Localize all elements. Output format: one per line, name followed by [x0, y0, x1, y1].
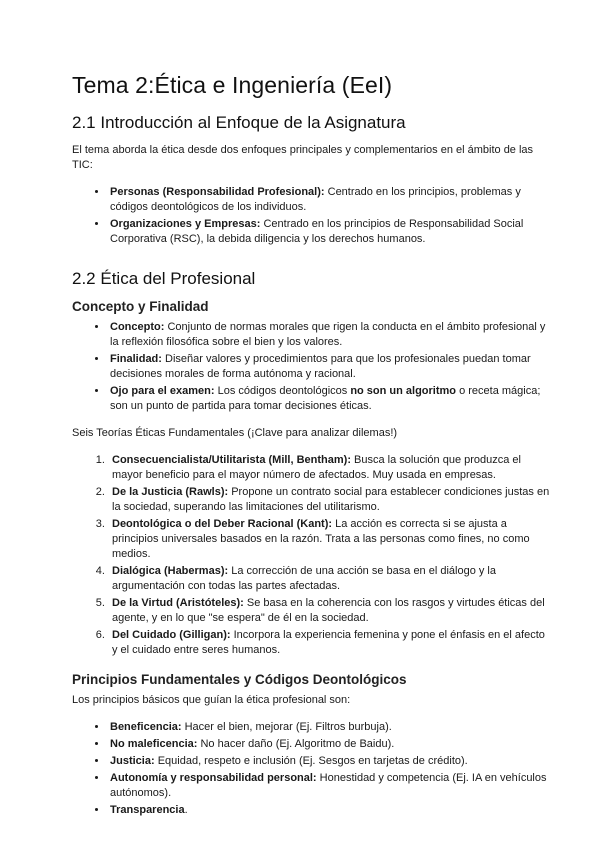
principle-item [108, 803, 550, 818]
concepto-list [72, 320, 550, 414]
principle-item [108, 771, 550, 801]
principle-name: Transparencia [110, 804, 185, 816]
principle-text: Hacer el bien, mejorar (Ej. Filtros burbuja). [181, 721, 392, 733]
theory-item [108, 517, 550, 562]
emphasis-text: no son un algoritmo [350, 385, 457, 397]
theory-text: Incorpora la experiencia femenina y pone el énfasis en el afecto y el cuidado entre seres humanos. [112, 629, 545, 656]
theory-item [108, 485, 550, 515]
list-item-text: Conjunto de normas morales que rigen la conducta en el ámbito profesional y la reflexión filosófica sobre el bien y los valores. [110, 321, 546, 348]
theory-name: Consecuencialista/Utilitarista (Mill, Bentham): [112, 454, 351, 466]
list-item-term: Finalidad: [110, 353, 162, 365]
theory-item [108, 564, 550, 594]
theory-text: Propone un contrato social para establecer condiciones justas en la sociedad, superando las limitaciones del utilitarismo. [112, 486, 550, 513]
list-item-term: Ojo para el examen: [110, 385, 215, 397]
principle-name: Beneficencia: [110, 721, 182, 733]
section-2-2-heading: 2.2 Ética del Profesional [72, 269, 256, 288]
section-2-1-heading: 2.1 Introducción al Enfoque de la Asignatura [72, 113, 406, 132]
theory-text: Se basa en la coherencia con los rasgos y virtudes éticas del agente, y en lo que "se espera" de él en la sociedad. [112, 597, 545, 624]
concepto-finalidad-heading: Concepto y Finalidad [72, 299, 209, 314]
principle-text: Honestidad y competencia (Ej. IA en vehículos autónomos). [110, 772, 547, 799]
list-item [108, 217, 550, 247]
principle-item [108, 754, 550, 769]
list-item [108, 320, 550, 350]
principle-name: No maleficencia: [110, 738, 198, 750]
principle-item [108, 720, 550, 735]
theories-list [72, 453, 550, 658]
section-2-1-list [72, 185, 550, 247]
list-item-term: Organizaciones y Empresas: [110, 218, 261, 230]
theory-name: De la Justicia (Rawls): [112, 486, 229, 498]
principios-heading: Principios Fundamentales y Códigos Deontológicos [72, 672, 407, 687]
theory-item [108, 453, 550, 483]
list-item [108, 185, 550, 215]
theory-item [108, 628, 550, 658]
theory-item [108, 596, 550, 626]
theory-text: La corrección de una acción se basa en el diálogo y la argumentación con todas las partes afectadas. [112, 565, 496, 592]
principle-item [108, 737, 550, 752]
document-title: Tema 2:Ética e Ingeniería (EeI) [72, 72, 393, 98]
section-2-1-intro: El tema aborda la ética desde dos enfoques principales y complementarios en el ámbito de las TIC: [72, 144, 534, 171]
theory-name: De la Virtud (Aristóteles): [112, 597, 244, 609]
theory-text: Busca la solución que produzca el mayor beneficio para el mayor número de afectados. Muy usada en empresas. [112, 454, 521, 481]
list-item [108, 352, 550, 382]
principles-list [72, 720, 550, 818]
theory-name: Dialógica (Habermas): [112, 565, 229, 577]
theory-text: La acción es correcta si se ajusta a principios universales basados en la razón. Trata a las personas como fines, no como medios. [112, 518, 530, 560]
principles-intro: Los principios básicos que guían la ética profesional son: [72, 694, 351, 706]
theories-intro: Seis Teorías Éticas Fundamentales (¡Clave para analizar dilemas!) [72, 427, 398, 439]
list-item-text: Centrado en los principios, problemas y códigos deontológicos de los individuos. [110, 186, 521, 213]
principle-text: No hacer daño (Ej. Algoritmo de Baidu). [197, 738, 395, 750]
list-item-term: Personas (Responsabilidad Profesional): [110, 186, 325, 198]
exam-note-item [108, 384, 550, 414]
list-item-term: Concepto: [110, 321, 165, 333]
principle-text: Equidad, respeto e inclusión (Ej. Sesgos en tarjetas de crédito). [154, 755, 468, 767]
principle-text: . [184, 804, 188, 816]
list-item-text: o receta mágica; son un punto de partida para tomar decisiones éticas. [110, 385, 541, 412]
theory-name: Deontológica o del Deber Racional (Kant): [112, 518, 333, 530]
principle-name: Autonomía y responsabilidad personal: [110, 772, 317, 784]
principle-name: Justicia: [110, 755, 155, 767]
theory-name: Del Cuidado (Gilligan): [112, 629, 231, 641]
list-item-text: Los códigos deontológicos [214, 385, 351, 397]
list-item-text: Diseñar valores y procedimientos para que los profesionales puedan tomar decisiones morales de forma autónoma y racional. [110, 353, 531, 380]
list-item-text: Centrado en los principios de Responsabilidad Social Corporativa (RSC), la debida diligencia y los derechos humanos. [110, 218, 524, 245]
